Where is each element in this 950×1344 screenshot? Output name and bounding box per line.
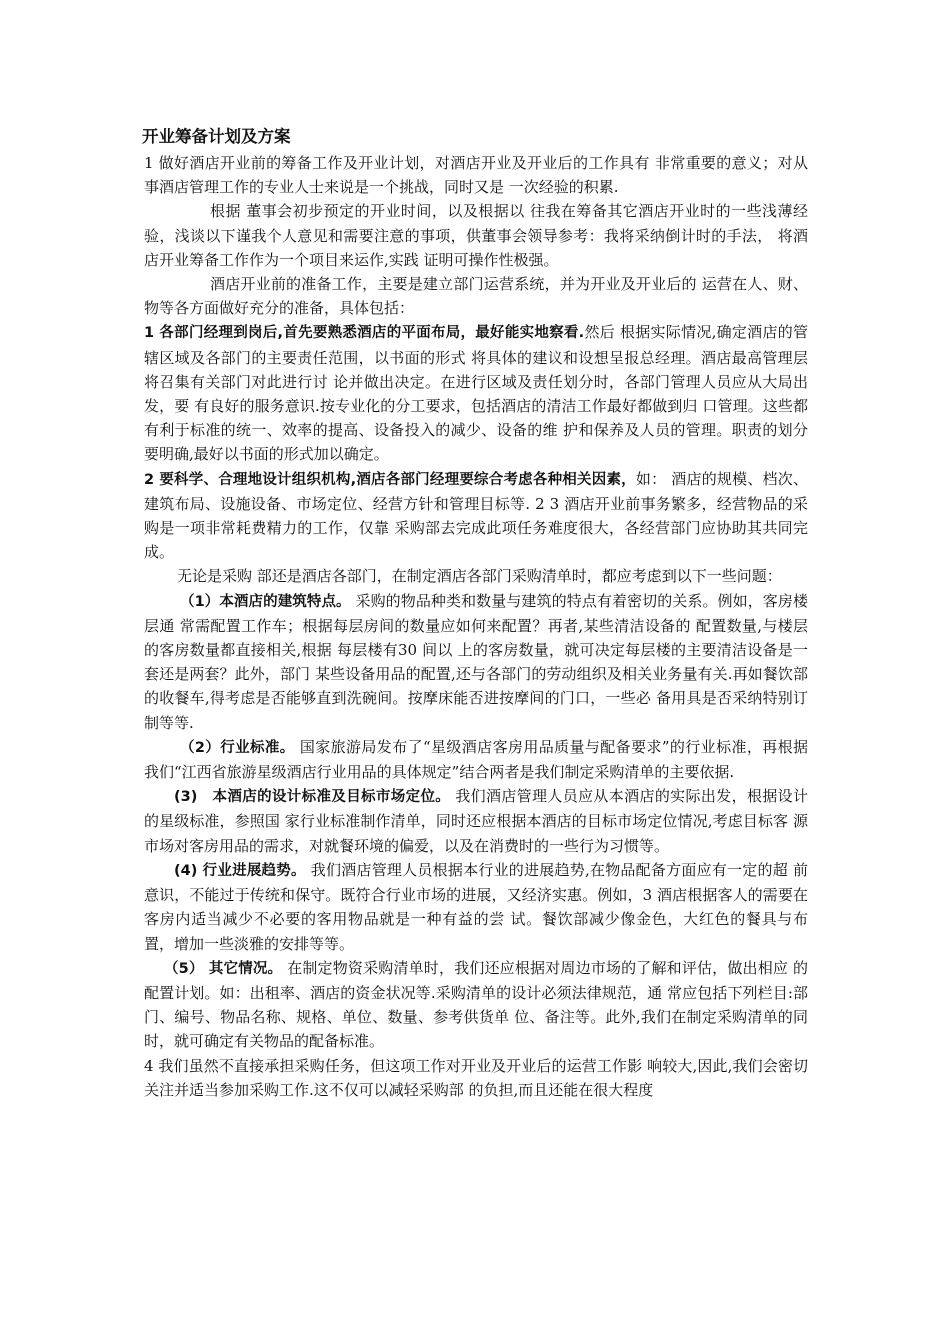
subitem-2-heading: （2）行业标准。	[180, 739, 295, 756]
subitem-1-heading: （1）本酒店的建筑特点。	[180, 593, 351, 610]
subitem-2-text: 国家旅游局发布了“星级酒店客房用品质量与配备要求”的行业标准，再根据 我们“江西省旅游星级酒店行业用品的具体规定”结合两者是我们制定采购清单的主要依据.	[144, 737, 809, 782]
item-2-text: 如： 酒店的规模、档次、建筑布局、设施设备、市场定位、经营方针和管理目标等. 2 3 酒店开业前事务繁多，经营物品的采购是一项非常耗费精力的工作，仅靠 采购部去完成此项任务难度很大，各经营部门应协助其共同完成。	[144, 469, 808, 562]
paragraph-subitem-1	[144, 589, 808, 735]
item-1-text: 然后 根据实际情况,确定酒店的管辖区域及各部门的主要责任范围，以书面的形式 将具体的建议和设想呈报总经理。酒店最高管理层将召集有关部门对此进行讨 论并做出决定。在进行区域及责任划分时，各部门管理人员应从大局出发，要 有良好的服务意识.按专业化的分工要求，包括酒店的清洁工作最好都做到归 口管理。这些都有利于标准的统一、效率的提高、设备投入的减少、设备的维 护和保养及人员的管理。职责的划分要明确,最好以书面的形式加以确定。	[144, 323, 808, 464]
subitem-1-text: 采购的物品种类和数量与建筑的特点有着密切的关系。例如，客房楼层通 常需配置工作车；根据每层房间的数量应如何来配置？再者,某些清洁设备的 配置数量,与楼层的客房数量都直接相关,根据 每层楼有30 间以 上的客房数量，就可决定每层楼的主要清洁设备是一套还是两套？此外，部门 某些设备用品的配置,还与各部门的劳动组织及相关业务量有关.再如餐饮部 的收餐车,得考虑是否能够直到洗碗间。按摩床能否进按摩间的门口，一些必 备用具是否采纳特别订制等等.	[144, 591, 808, 732]
item-2-heading: 2 要科学、合理地设计组织机构,酒店各部门经理要综合考虑各种相关因素，	[144, 471, 636, 488]
paragraph-subitem-3	[144, 784, 808, 858]
paragraph-subitem-5	[144, 956, 808, 1054]
subitem-5-heading: （5） 其它情况。	[164, 960, 283, 977]
paragraph-purchase-questions: 无论是采购 部还是酒店各部门，在制定酒店各部门采购清单时，都应考虑到以下一些问题：	[177, 567, 782, 586]
item-1-heading: 1 各部门经理到岗后,首先要熟悉酒店的平面布局，最好能实地察看.	[144, 325, 585, 342]
paragraph-subitem-4	[144, 858, 808, 956]
document-page	[144, 124, 808, 1102]
subitem-4-heading: (4) 行业进展趋势。	[174, 862, 306, 879]
paragraph-item-4: 4 我们虽然不直接承担采购任务，但这项工作对开业及开业后的运营工作影 响较大,因此,我们会密切关注并适当参加采购工作.这不仅可以减轻采购部 的负担,而且还能在很大程度	[144, 1056, 808, 1099]
subitem-4-text: 我们酒店管理人员根据本行业的进展趋势,在物品配备方面应有一定的超 前意识，不能过于传统和保守。既符合行业市场的进展，又经济实惠。例如，3 酒店根据客人的需要在客房内适当减少不必要的客用物品就是一种有益的尝 试。餐饮部减少像金色，大红色的餐具与布置，增加一些淡雅的安排等等。	[144, 860, 809, 953]
subitem-3-heading: (3) 本酒店的设计标准及目标市场定位。	[174, 789, 451, 806]
paragraph-item-2	[144, 467, 808, 565]
document-title: 开业筹备计划及方案	[142, 127, 291, 146]
paragraph-preparation: 酒店开业前的准备工作，主要是建立部门运营系统，并为开业及开业后的 运营在人、财、物等各方面做好充分的准备，具体包括：	[144, 275, 808, 318]
paragraph-item-1	[144, 320, 808, 466]
subitem-5-text: 在制定物资采购清单时，我们还应根据对周边市场的了解和评估，做出相应 的配置计划。如：出租率、酒店的资金状况等.采购清单的设计必须法律规范，通 常应包括下列栏目:部门、编号、物品名称、规格、单位、数量、参考供货单 位、备注等。此外,我们在制定采购清单的同时，就可确定有关物品的配备标准。	[144, 958, 809, 1051]
paragraph-subitem-2	[144, 735, 808, 784]
subitem-3-text: 我们酒店管理人员应从本酒店的实际出发，根据设计的星级标准，参照国 家行业标准制作清单，同时还应根据本酒店的目标市场定位情况,考虑目标客 源市场对客房用品的需求，对就餐环境的偏爱，以及在消费时的一些行为习惯等。	[144, 787, 808, 855]
paragraph-intro: 1 做好酒店开业前的筹备工作及开业计划，对酒店开业及开业后的工作具有 非常重要的意义；对从事酒店管理工作的专业人士来说是一个挑战，同时又是 一次经验的积累.	[144, 154, 808, 197]
paragraph-background: 根据 董事会初步预定的开业时间，以及根据以 往我在筹备其它酒店开业时的一些浅薄经验，浅谈以下谨我个人意见和需要注意的事项，供董事会领导参考：我将采纳倒计时的手法， 将酒店开业筹备工作作为一个项目来运作,实践 证明可操作性极强。	[144, 202, 808, 269]
